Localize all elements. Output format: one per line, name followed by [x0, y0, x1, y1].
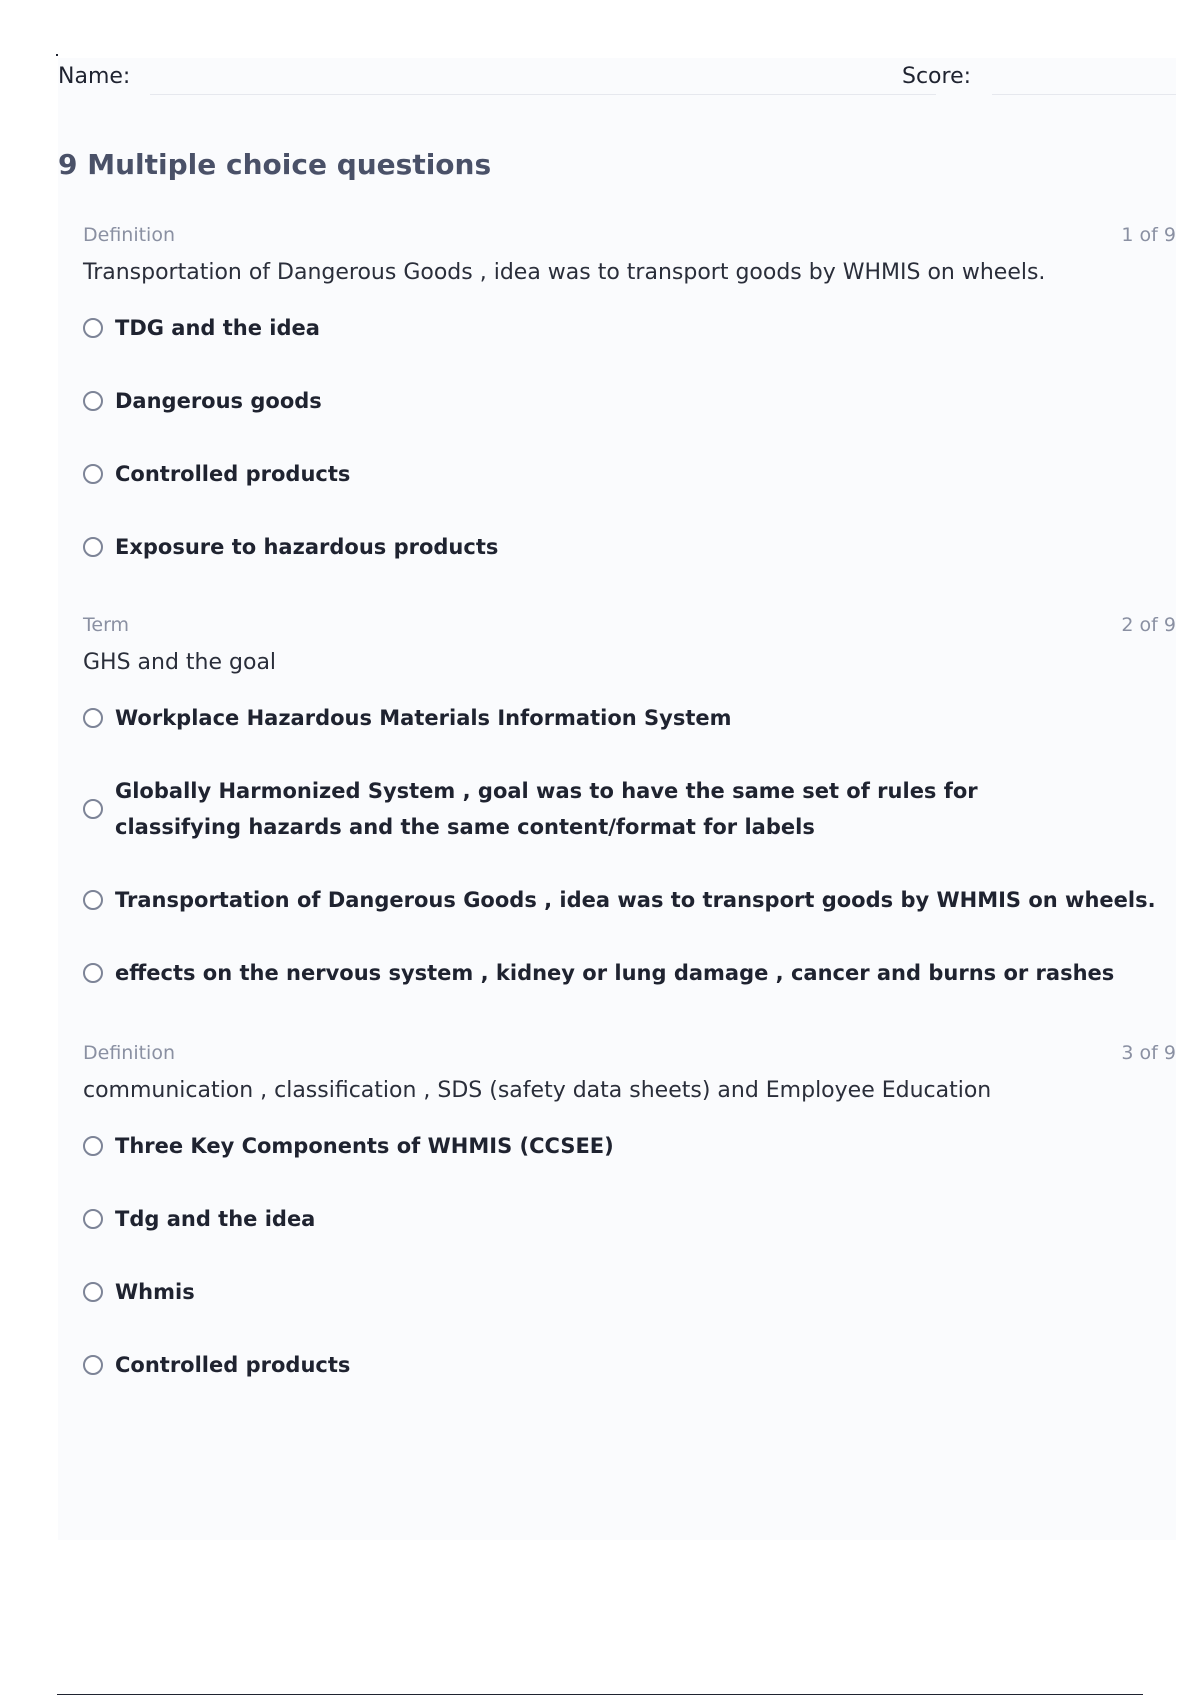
radio-button-icon[interactable] — [83, 318, 103, 338]
radio-button-icon[interactable] — [83, 708, 103, 728]
question-counter: 2 of 9 — [1121, 614, 1176, 636]
answer-option[interactable] — [83, 955, 1176, 991]
footer-divider — [57, 1694, 1143, 1695]
question-prompt: Transportation of Dangerous Goods , idea was to transport goods by WHMIS on wheels. — [83, 260, 1046, 285]
answer-label: Controlled products — [115, 1353, 351, 1377]
answer-option[interactable] — [83, 1347, 1176, 1383]
radio-button-icon[interactable] — [83, 1136, 103, 1156]
answer-label: effects on the nervous system , kidney or lung damage , cancer and burns or rashes — [115, 961, 1115, 985]
name-field[interactable] — [150, 94, 936, 95]
radio-button-icon[interactable] — [83, 1355, 103, 1375]
worksheet-sheet — [58, 58, 1176, 1540]
radio-button-icon[interactable] — [83, 1209, 103, 1229]
answer-label: Globally Harmonized System , goal was to have the same set of rules for classifying hazards and the same content/format for labels — [115, 779, 978, 839]
radio-button-icon[interactable] — [83, 799, 103, 819]
answer-label: Workplace Hazardous Materials Information System — [115, 706, 732, 730]
answer-option[interactable] — [83, 1274, 1176, 1310]
radio-button-icon[interactable] — [83, 890, 103, 910]
answer-label: Transportation of Dangerous Goods , idea was to transport goods by WHMIS on wheels. — [115, 888, 1156, 912]
stray-mark — [56, 54, 58, 56]
answer-option[interactable] — [83, 700, 1176, 736]
question-kind: Term — [83, 614, 130, 636]
answer-option[interactable] — [83, 456, 1176, 492]
radio-button-icon[interactable] — [83, 963, 103, 983]
answer-label: Tdg and the idea — [115, 1207, 316, 1231]
answer-label: Exposure to hazardous products — [115, 535, 499, 559]
answer-option[interactable] — [83, 383, 1176, 419]
name-label: Name: — [58, 64, 131, 89]
answer-option[interactable] — [83, 1201, 1176, 1237]
answer-option[interactable] — [83, 1128, 1176, 1164]
answer-label: Whmis — [115, 1280, 195, 1304]
answer-label: Three Key Components of WHMIS (CCSEE) — [115, 1134, 614, 1158]
answer-option[interactable] — [83, 310, 1176, 346]
question-counter: 3 of 9 — [1121, 1042, 1176, 1064]
answer-label: Controlled products — [115, 462, 351, 486]
radio-button-icon[interactable] — [83, 537, 103, 557]
score-label: Score: — [902, 64, 972, 89]
radio-button-icon[interactable] — [83, 464, 103, 484]
answer-option[interactable] — [83, 882, 1176, 918]
question-prompt: communication , classification , SDS (safety data sheets) and Employee Education — [83, 1078, 992, 1103]
answer-label: Dangerous goods — [115, 389, 322, 413]
answer-label: TDG and the idea — [115, 316, 320, 340]
radio-button-icon[interactable] — [83, 1282, 103, 1302]
header-row — [58, 58, 1176, 98]
answer-option[interactable] — [83, 529, 1176, 565]
radio-button-icon[interactable] — [83, 391, 103, 411]
question-counter: 1 of 9 — [1121, 224, 1176, 246]
question-kind: Definition — [83, 224, 176, 246]
score-field[interactable] — [992, 94, 1176, 95]
section-title: 9 Multiple choice questions — [58, 148, 492, 181]
question-prompt: GHS and the goal — [83, 650, 277, 675]
question-kind: Definition — [83, 1042, 176, 1064]
answer-option[interactable] — [83, 773, 1176, 845]
